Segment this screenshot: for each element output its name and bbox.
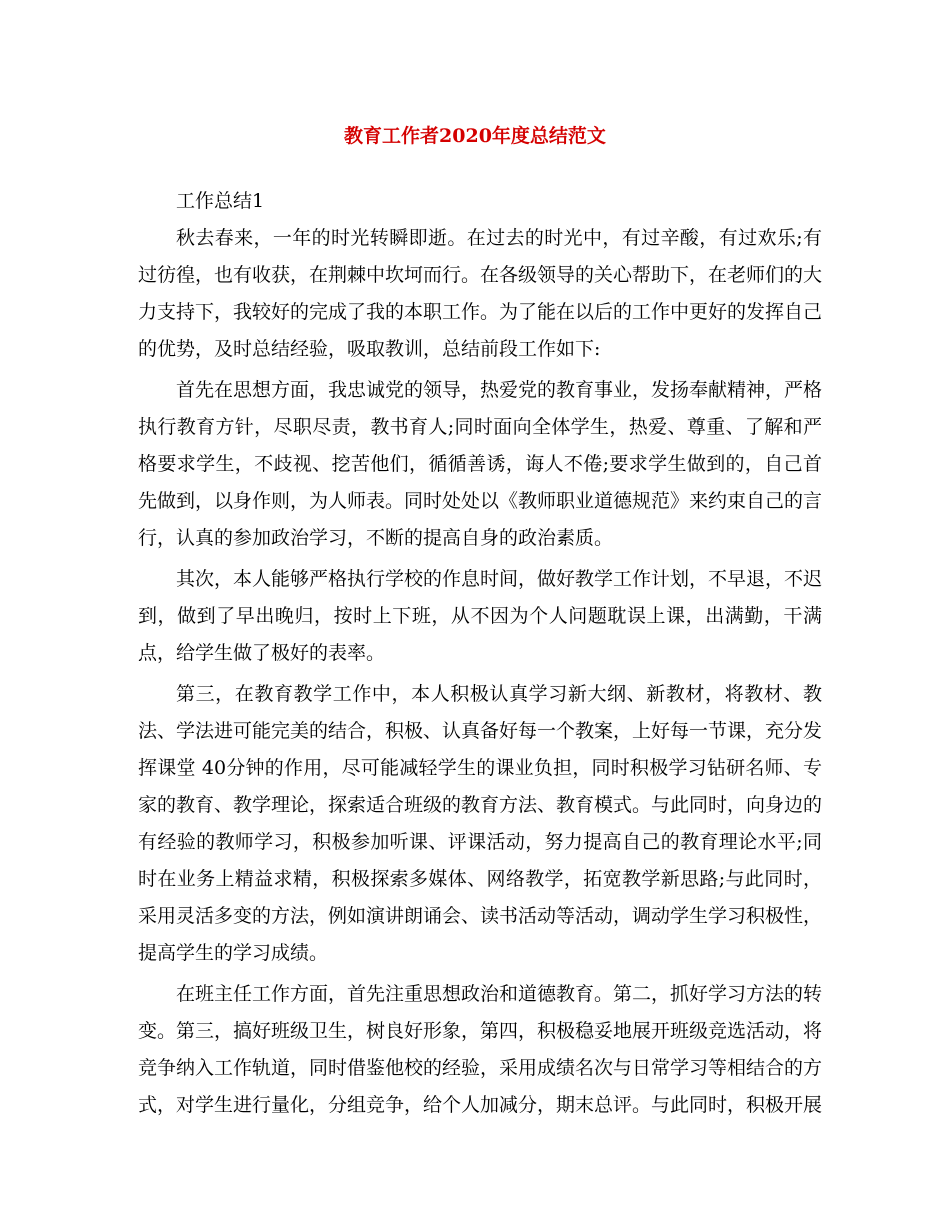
paragraph-ideology: 首先在思想方面，我忠诚党的领导，热爱党的教育事业，发扬奉献精神，严格执行教育方针，尽职尽责，教书育人;同时面向全体学生，热爱、尊重、了解和严格要求学生，不歧视、挖苦他们，循循善诱，诲人不倦;要求学生做到的，自己首先做到，以身作则，为人师表。同时处处以《教师职业道德规范》来约束自己的言行，认真的参加政治学习，不断的提高自身的政治素质。 [138,379,823,549]
paragraph-intro: 秋去春来，一年的时光转瞬即逝。在过去的时光中，有过辛酸，有过欢乐;有过彷徨，也有收获，在荆棘中坎坷而行。在各级领导的关心帮助下，在老师们的大力支持下，我较好的完成了我的本职工作。为了能在以后的工作中更好的发挥自己的优势，及时总结经验，吸取教训，总结前段工作如下: [138,227,823,360]
section-heading: 工作总结1 [176,190,265,212]
document-title: 教育工作者2020年度总结范文 [344,125,606,147]
document-body [138,183,822,1124]
paragraph-discipline: 其次，本人能够严格执行学校的作息时间，做好教学工作计划，不早退，不迟到，做到了早出晚归，按时上下班，从不因为个人问题耽误上课，出满勤，干满点，给学生做了极好的表率。 [138,568,823,664]
paragraph-class-management: 在班主任工作方面，首先注重思想政治和道德教育。第二，抓好学习方法的转变。第三，搞好班级卫生，树良好形象，第四，积极稳妥地展开班级竞选活动，将竞争纳入工作轨道，同时借鉴他校的经验，采用成绩名次与日常学习等相结合的方式，对学生进行量化，分组竞争，给个人加减分，期末总评。与此同时，积极开展 [138,983,823,1116]
paragraph-teaching: 第三，在教育教学工作中，本人积极认真学习新大纲、新教材，将教材、教法、学法进可能完美的结合，积极、认真备好每一个教案，上好每一节课，充分发挥课堂 40分钟的作用，尽可能减轻学生的课业负担，同时积极学习钻研名师、专家的教育、教学理论，探索适合班级的教育方法、教育模式。与此同时，向身边的有经验的教师学习，积极参加听课、评课活动，努力提高自己的教育理论水平;同时在业务上精益求精，积极探索多媒体、网络教学，拓宽教学新思路;与此同时，采用灵活多变的方法，例如演讲朗诵会、读书活动等活动，调动学生学习积极性，提高学生的学习成绩。 [138,683,823,964]
